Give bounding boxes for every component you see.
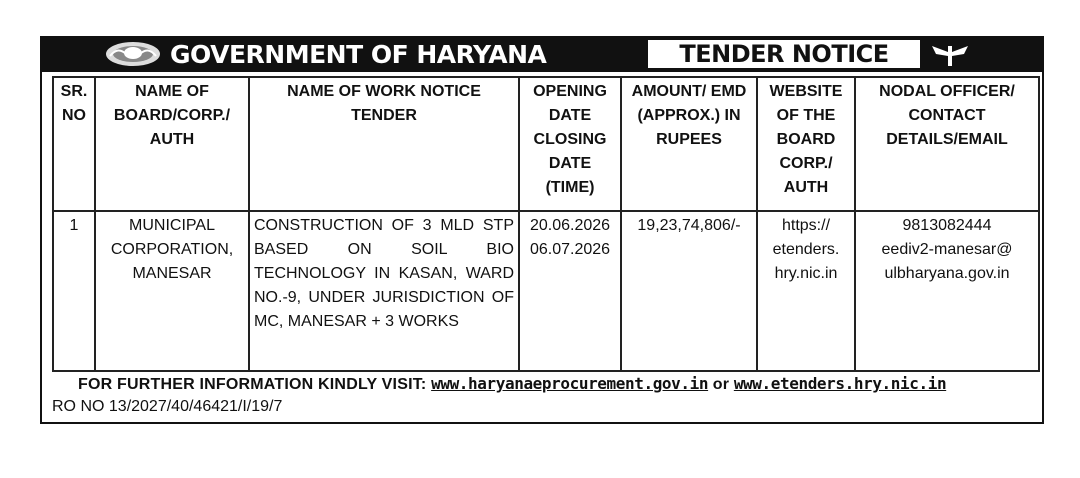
banner-title: GOVERNMENT OF HARYANA	[170, 40, 547, 69]
tender-notice	[40, 36, 1044, 424]
cell-work: CONSTRUCTION OF 3 MLD STP BASED ON SOIL BIO TECHNOLOGY IN KASAN, WARD NO.-9, UNDER JURISDICTION OF MC, MANESAR + 3 WORKS	[249, 211, 519, 371]
footer-info	[78, 374, 946, 394]
footer-link-etenders[interactable]: www.etenders.hry.nic.in	[733, 374, 947, 393]
ro-number: RO NO 13/2027/40/46421/I/19/7	[52, 398, 283, 415]
contact-email[interactable]: eediv2-manesar@ ulbharyana.gov.in	[881, 241, 1013, 282]
header-contact: NODAL OFFICER/ CONTACT DETAILS/EMAIL	[855, 77, 1039, 211]
cell-sr-no: 1	[53, 211, 95, 371]
header-amount: AMOUNT/ EMD (APPROX.) IN RUPEES	[621, 77, 757, 211]
header-work: NAME OF WORK NOTICE TENDER	[249, 77, 519, 211]
opening-date: 20.06.2026	[529, 217, 611, 234]
header-sr-no: SR. NO	[53, 77, 95, 211]
footer-or: or	[712, 376, 730, 393]
banner	[42, 38, 1042, 72]
tender-table	[52, 76, 1040, 372]
cell-board: MUNICIPAL CORPORATION, MANESAR	[95, 211, 249, 371]
emblem-logo-icon	[928, 42, 972, 68]
tender-notice-label: TENDER NOTICE	[648, 40, 920, 68]
footer-link-eprocurement[interactable]: www.haryanaeprocurement.gov.in	[431, 374, 709, 393]
cell-amount: 19,23,74,806/-	[621, 211, 757, 371]
header-website: WEBSITE OF THE BOARD CORP./ AUTH	[757, 77, 855, 211]
haryana-seal-icon	[104, 40, 162, 68]
header-board: NAME OF BOARD/CORP./ AUTH	[95, 77, 249, 211]
closing-date: 06.07.2026	[529, 241, 611, 258]
cell-website[interactable]: https:// etenders. hry.nic.in	[757, 211, 855, 371]
table-row	[53, 211, 1039, 371]
cell-dates	[519, 211, 621, 371]
contact-phone: 9813082444	[902, 217, 992, 234]
footer-prefix: FOR FURTHER INFORMATION KINDLY VISIT:	[78, 376, 427, 393]
header-dates: OPENING DATE CLOSING DATE (TIME)	[519, 77, 621, 211]
table-header-row	[53, 77, 1039, 211]
cell-contact	[855, 211, 1039, 371]
